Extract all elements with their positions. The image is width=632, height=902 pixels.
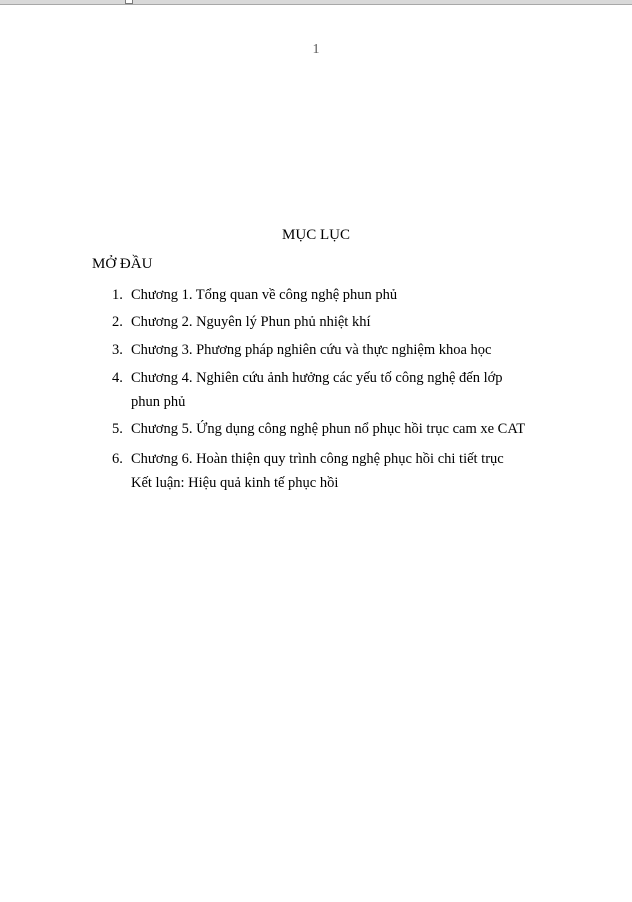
toc-item-2 xyxy=(112,310,552,334)
toc-item-text: Chương 4. Nghiên cứu ảnh hưởng các yếu tố công nghệ đến lớp xyxy=(131,370,503,386)
toc-item-1 xyxy=(112,283,552,307)
toc-item-4 xyxy=(112,366,552,414)
toc-item-number: 4. xyxy=(112,370,123,386)
page-number: 1 xyxy=(312,42,320,57)
toc-item-text: Chương 1. Tổng quan về công nghệ phun phủ xyxy=(131,287,398,303)
toc-item-text: Chương 5. Ứng dụng công nghệ phun nổ phục hồi trục cam xe CAT xyxy=(131,421,526,437)
toc-item-5 xyxy=(112,417,552,441)
toc-item-number: 2. xyxy=(112,314,123,330)
toc-item-continuation: phun phủ xyxy=(131,394,186,410)
toc-conclusion: Kết luận: Hiệu quả kinh tế phục hồi xyxy=(131,475,339,491)
toc-item-number: 5. xyxy=(112,421,123,437)
toc-item-text: Chương 3. Phương pháp nghiên cứu và thực nghiệm khoa học xyxy=(131,342,492,358)
toc-item-number: 3. xyxy=(112,342,123,358)
toc-item-text: Chương 6. Hoàn thiện quy trình công nghệ phục hồi chi tiết trục xyxy=(131,451,504,467)
horizontal-ruler[interactable] xyxy=(0,0,632,5)
toc-item-text: Chương 2. Nguyên lý Phun phủ nhiệt khí xyxy=(131,314,371,330)
indent-marker-icon[interactable] xyxy=(125,0,133,4)
toc-item-6 xyxy=(112,447,552,471)
toc-item-3 xyxy=(112,338,552,362)
toc-item-number: 6. xyxy=(112,451,123,467)
toc-item-number: 1. xyxy=(112,287,123,303)
toc-title: MỤC LỤC xyxy=(282,227,350,243)
toc-intro-heading: MỞ ĐẦU xyxy=(92,256,153,272)
